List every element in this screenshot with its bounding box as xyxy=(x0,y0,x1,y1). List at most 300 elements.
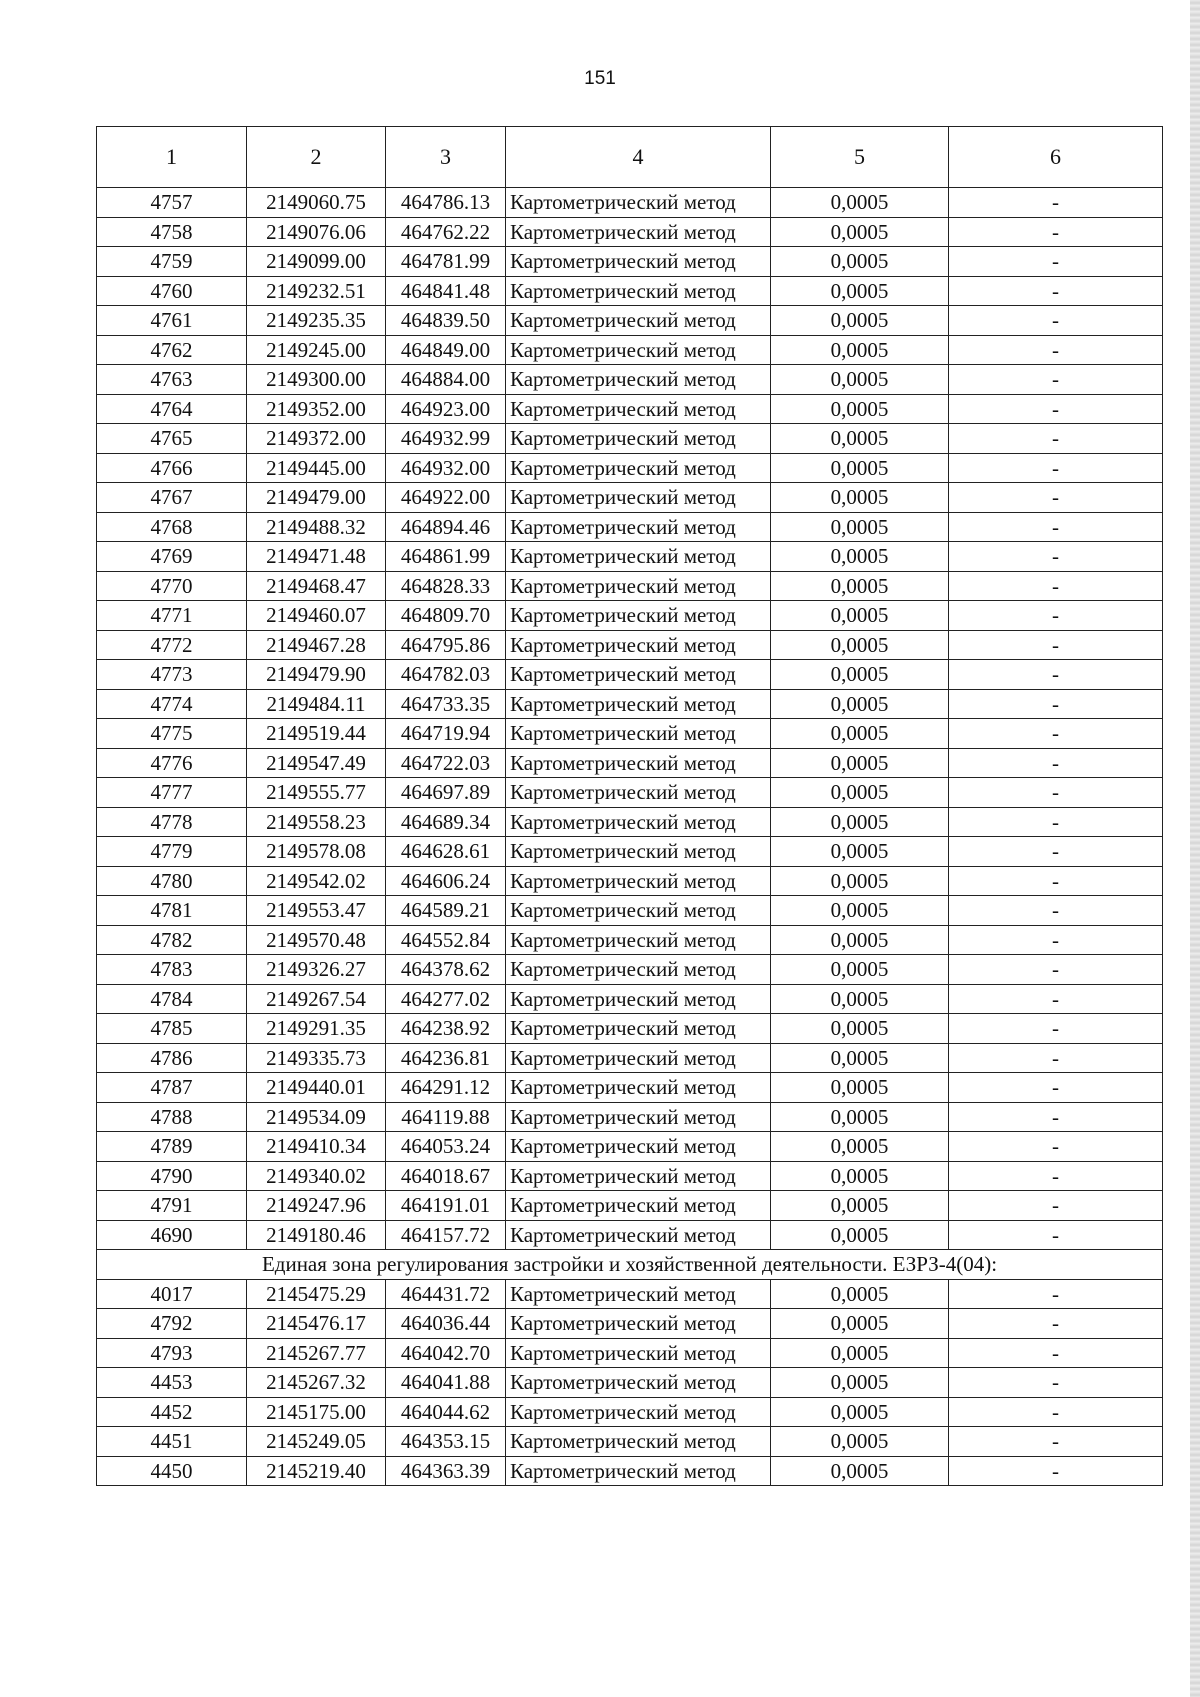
coordinate-x-cell: 2149410.34 xyxy=(247,1132,386,1162)
note-cell: - xyxy=(949,1102,1163,1132)
coordinate-x-cell: 2149445.00 xyxy=(247,453,386,483)
coordinate-y-cell: 464291.12 xyxy=(386,1073,506,1103)
point-number-cell: 4783 xyxy=(97,955,247,985)
point-number-cell: 4788 xyxy=(97,1102,247,1132)
note-cell: - xyxy=(949,306,1163,336)
note-cell: - xyxy=(949,925,1163,955)
note-cell: - xyxy=(949,1427,1163,1457)
point-number-cell: 4453 xyxy=(97,1368,247,1398)
method-cell: Картометрический метод xyxy=(506,1161,771,1191)
table-row xyxy=(97,247,1163,277)
point-number-cell: 4769 xyxy=(97,542,247,572)
point-number-cell: 4762 xyxy=(97,335,247,365)
coordinate-y-cell: 464628.61 xyxy=(386,837,506,867)
method-cell: Картометрический метод xyxy=(506,719,771,749)
table-row xyxy=(97,1073,1163,1103)
coordinate-y-cell: 464762.22 xyxy=(386,217,506,247)
accuracy-cell: 0,0005 xyxy=(771,247,949,277)
coordinate-y-cell: 464238.92 xyxy=(386,1014,506,1044)
coordinate-x-cell: 2145219.40 xyxy=(247,1456,386,1486)
point-number-cell: 4789 xyxy=(97,1132,247,1162)
point-number-cell: 4782 xyxy=(97,925,247,955)
page-number: 151 xyxy=(584,68,616,89)
coordinate-x-cell: 2149372.00 xyxy=(247,424,386,454)
method-cell: Картометрический метод xyxy=(506,601,771,631)
table-row xyxy=(97,1368,1163,1398)
coordinates-table xyxy=(96,126,1163,1486)
table-row xyxy=(97,1309,1163,1339)
coordinate-y-cell: 464722.03 xyxy=(386,748,506,778)
method-cell: Картометрический метод xyxy=(506,925,771,955)
accuracy-cell: 0,0005 xyxy=(771,1102,949,1132)
column-header: 1 xyxy=(97,127,247,188)
note-cell: - xyxy=(949,335,1163,365)
note-cell: - xyxy=(949,896,1163,926)
coordinate-y-cell: 464353.15 xyxy=(386,1427,506,1457)
method-cell: Картометрический метод xyxy=(506,1220,771,1250)
accuracy-cell: 0,0005 xyxy=(771,571,949,601)
table-row xyxy=(97,1338,1163,1368)
coordinate-x-cell: 2145249.05 xyxy=(247,1427,386,1457)
method-cell: Картометрический метод xyxy=(506,571,771,601)
table-row xyxy=(97,925,1163,955)
accuracy-cell: 0,0005 xyxy=(771,984,949,1014)
note-cell: - xyxy=(949,217,1163,247)
accuracy-cell: 0,0005 xyxy=(771,955,949,985)
table-row xyxy=(97,1161,1163,1191)
point-number-cell: 4774 xyxy=(97,689,247,719)
coordinate-x-cell: 2149300.00 xyxy=(247,365,386,395)
accuracy-cell: 0,0005 xyxy=(771,1073,949,1103)
method-cell: Картометрический метод xyxy=(506,955,771,985)
coordinate-x-cell: 2149340.02 xyxy=(247,1161,386,1191)
point-number-cell: 4784 xyxy=(97,984,247,1014)
method-cell: Картометрический метод xyxy=(506,837,771,867)
coordinate-y-cell: 464809.70 xyxy=(386,601,506,631)
method-cell: Картометрический метод xyxy=(506,984,771,1014)
accuracy-cell: 0,0005 xyxy=(771,807,949,837)
method-cell: Картометрический метод xyxy=(506,1014,771,1044)
coordinate-y-cell: 464932.00 xyxy=(386,453,506,483)
accuracy-cell: 0,0005 xyxy=(771,630,949,660)
method-cell: Картометрический метод xyxy=(506,689,771,719)
accuracy-cell: 0,0005 xyxy=(771,1427,949,1457)
point-number-cell: 4793 xyxy=(97,1338,247,1368)
coordinate-x-cell: 2149099.00 xyxy=(247,247,386,277)
coordinate-y-cell: 464236.81 xyxy=(386,1043,506,1073)
method-cell: Картометрический метод xyxy=(506,778,771,808)
note-cell: - xyxy=(949,1279,1163,1309)
coordinate-y-cell: 464119.88 xyxy=(386,1102,506,1132)
coordinate-y-cell: 464733.35 xyxy=(386,689,506,719)
table-row xyxy=(97,512,1163,542)
point-number-cell: 4775 xyxy=(97,719,247,749)
table-row xyxy=(97,306,1163,336)
note-cell: - xyxy=(949,984,1163,1014)
accuracy-cell: 0,0005 xyxy=(771,188,949,218)
point-number-cell: 4452 xyxy=(97,1397,247,1427)
coordinate-x-cell: 2149468.47 xyxy=(247,571,386,601)
point-number-cell: 4790 xyxy=(97,1161,247,1191)
accuracy-cell: 0,0005 xyxy=(771,394,949,424)
method-cell: Картометрический метод xyxy=(506,866,771,896)
note-cell: - xyxy=(949,955,1163,985)
point-number-cell: 4768 xyxy=(97,512,247,542)
note-cell: - xyxy=(949,630,1163,660)
coordinate-x-cell: 2149484.11 xyxy=(247,689,386,719)
accuracy-cell: 0,0005 xyxy=(771,512,949,542)
accuracy-cell: 0,0005 xyxy=(771,748,949,778)
note-cell: - xyxy=(949,1073,1163,1103)
note-cell: - xyxy=(949,719,1163,749)
accuracy-cell: 0,0005 xyxy=(771,483,949,513)
note-cell: - xyxy=(949,1368,1163,1398)
point-number-cell: 4450 xyxy=(97,1456,247,1486)
point-number-cell: 4773 xyxy=(97,660,247,690)
coordinate-x-cell: 2149267.54 xyxy=(247,984,386,1014)
coordinate-y-cell: 464782.03 xyxy=(386,660,506,690)
coordinate-x-cell: 2149326.27 xyxy=(247,955,386,985)
table-row xyxy=(97,778,1163,808)
coordinate-y-cell: 464431.72 xyxy=(386,1279,506,1309)
coordinate-y-cell: 464884.00 xyxy=(386,365,506,395)
point-number-cell: 4771 xyxy=(97,601,247,631)
point-number-cell: 4766 xyxy=(97,453,247,483)
note-cell: - xyxy=(949,1132,1163,1162)
coordinate-x-cell: 2149467.28 xyxy=(247,630,386,660)
table-row xyxy=(97,719,1163,749)
method-cell: Картометрический метод xyxy=(506,1073,771,1103)
table-row xyxy=(97,335,1163,365)
coordinate-x-cell: 2145475.29 xyxy=(247,1279,386,1309)
coordinate-x-cell: 2149235.35 xyxy=(247,306,386,336)
accuracy-cell: 0,0005 xyxy=(771,1043,949,1073)
point-number-cell: 4781 xyxy=(97,896,247,926)
coordinate-x-cell: 2149247.96 xyxy=(247,1191,386,1221)
point-number-cell: 4017 xyxy=(97,1279,247,1309)
coordinate-y-cell: 464552.84 xyxy=(386,925,506,955)
note-cell: - xyxy=(949,571,1163,601)
accuracy-cell: 0,0005 xyxy=(771,1368,949,1398)
note-cell: - xyxy=(949,748,1163,778)
note-cell: - xyxy=(949,247,1163,277)
accuracy-cell: 0,0005 xyxy=(771,424,949,454)
coordinate-x-cell: 2149558.23 xyxy=(247,807,386,837)
coordinate-y-cell: 464697.89 xyxy=(386,778,506,808)
section-row xyxy=(97,1250,1163,1280)
note-cell: - xyxy=(949,276,1163,306)
table-row xyxy=(97,483,1163,513)
point-number-cell: 4767 xyxy=(97,483,247,513)
accuracy-cell: 0,0005 xyxy=(771,1220,949,1250)
coordinate-x-cell: 2149291.35 xyxy=(247,1014,386,1044)
coordinate-y-cell: 464044.62 xyxy=(386,1397,506,1427)
point-number-cell: 4761 xyxy=(97,306,247,336)
coordinate-y-cell: 464786.13 xyxy=(386,188,506,218)
column-header: 2 xyxy=(247,127,386,188)
table-row xyxy=(97,424,1163,454)
point-number-cell: 4763 xyxy=(97,365,247,395)
table-row xyxy=(97,571,1163,601)
coordinate-x-cell: 2149479.00 xyxy=(247,483,386,513)
note-cell: - xyxy=(949,1191,1163,1221)
note-cell: - xyxy=(949,1220,1163,1250)
method-cell: Картометрический метод xyxy=(506,483,771,513)
point-number-cell: 4787 xyxy=(97,1073,247,1103)
table-row xyxy=(97,601,1163,631)
method-cell: Картометрический метод xyxy=(506,748,771,778)
method-cell: Картометрический метод xyxy=(506,542,771,572)
coordinate-x-cell: 2149440.01 xyxy=(247,1073,386,1103)
method-cell: Картометрический метод xyxy=(506,1279,771,1309)
coordinate-y-cell: 464042.70 xyxy=(386,1338,506,1368)
column-header: 4 xyxy=(506,127,771,188)
accuracy-cell: 0,0005 xyxy=(771,1014,949,1044)
section-title: Единая зона регулирования застройки и хозяйственной деятельности. ЕЗРЗ-4(04): xyxy=(97,1250,1163,1280)
point-number-cell: 4765 xyxy=(97,424,247,454)
method-cell: Картометрический метод xyxy=(506,1191,771,1221)
method-cell: Картометрический метод xyxy=(506,1132,771,1162)
coordinate-x-cell: 2149352.00 xyxy=(247,394,386,424)
point-number-cell: 4760 xyxy=(97,276,247,306)
coordinate-y-cell: 464828.33 xyxy=(386,571,506,601)
method-cell: Картометрический метод xyxy=(506,276,771,306)
method-cell: Картометрический метод xyxy=(506,660,771,690)
method-cell: Картометрический метод xyxy=(506,1102,771,1132)
accuracy-cell: 0,0005 xyxy=(771,1309,949,1339)
accuracy-cell: 0,0005 xyxy=(771,453,949,483)
coordinate-y-cell: 464053.24 xyxy=(386,1132,506,1162)
note-cell: - xyxy=(949,1014,1163,1044)
note-cell: - xyxy=(949,837,1163,867)
coordinate-y-cell: 464922.00 xyxy=(386,483,506,513)
accuracy-cell: 0,0005 xyxy=(771,217,949,247)
method-cell: Картометрический метод xyxy=(506,630,771,660)
table-row xyxy=(97,365,1163,395)
table-row xyxy=(97,748,1163,778)
coordinate-x-cell: 2149578.08 xyxy=(247,837,386,867)
note-cell: - xyxy=(949,778,1163,808)
table-row xyxy=(97,1279,1163,1309)
table-row xyxy=(97,1043,1163,1073)
coordinate-y-cell: 464041.88 xyxy=(386,1368,506,1398)
accuracy-cell: 0,0005 xyxy=(771,601,949,631)
coordinate-x-cell: 2149180.46 xyxy=(247,1220,386,1250)
table-row xyxy=(97,542,1163,572)
coordinate-y-cell: 464781.99 xyxy=(386,247,506,277)
method-cell: Картометрический метод xyxy=(506,453,771,483)
table-row xyxy=(97,1456,1163,1486)
accuracy-cell: 0,0005 xyxy=(771,866,949,896)
accuracy-cell: 0,0005 xyxy=(771,719,949,749)
note-cell: - xyxy=(949,188,1163,218)
point-number-cell: 4776 xyxy=(97,748,247,778)
column-header: 3 xyxy=(386,127,506,188)
coordinate-x-cell: 2149076.06 xyxy=(247,217,386,247)
method-cell: Картометрический метод xyxy=(506,188,771,218)
note-cell: - xyxy=(949,1338,1163,1368)
table-row xyxy=(97,217,1163,247)
note-cell: - xyxy=(949,1397,1163,1427)
coordinate-x-cell: 2149245.00 xyxy=(247,335,386,365)
coordinate-x-cell: 2149232.51 xyxy=(247,276,386,306)
accuracy-cell: 0,0005 xyxy=(771,837,949,867)
note-cell: - xyxy=(949,866,1163,896)
point-number-cell: 4764 xyxy=(97,394,247,424)
accuracy-cell: 0,0005 xyxy=(771,365,949,395)
table-body xyxy=(97,188,1163,1486)
column-header: 6 xyxy=(949,127,1163,188)
method-cell: Картометрический метод xyxy=(506,1043,771,1073)
table-row xyxy=(97,394,1163,424)
accuracy-cell: 0,0005 xyxy=(771,1397,949,1427)
coordinate-x-cell: 2149479.90 xyxy=(247,660,386,690)
accuracy-cell: 0,0005 xyxy=(771,1132,949,1162)
accuracy-cell: 0,0005 xyxy=(771,542,949,572)
table-row xyxy=(97,1102,1163,1132)
method-cell: Картометрический метод xyxy=(506,1456,771,1486)
coordinate-x-cell: 2149471.48 xyxy=(247,542,386,572)
note-cell: - xyxy=(949,453,1163,483)
coordinate-x-cell: 2149553.47 xyxy=(247,896,386,926)
point-number-cell: 4757 xyxy=(97,188,247,218)
note-cell: - xyxy=(949,1043,1163,1073)
table-row xyxy=(97,689,1163,719)
coordinate-y-cell: 464191.01 xyxy=(386,1191,506,1221)
coordinate-x-cell: 2149460.07 xyxy=(247,601,386,631)
point-number-cell: 4690 xyxy=(97,1220,247,1250)
point-number-cell: 4770 xyxy=(97,571,247,601)
method-cell: Картометрический метод xyxy=(506,1338,771,1368)
table-row xyxy=(97,188,1163,218)
method-cell: Картометрический метод xyxy=(506,247,771,277)
coordinate-x-cell: 2145267.32 xyxy=(247,1368,386,1398)
point-number-cell: 4772 xyxy=(97,630,247,660)
accuracy-cell: 0,0005 xyxy=(771,925,949,955)
note-cell: - xyxy=(949,660,1163,690)
method-cell: Картометрический метод xyxy=(506,1368,771,1398)
coordinate-y-cell: 464157.72 xyxy=(386,1220,506,1250)
coordinate-y-cell: 464277.02 xyxy=(386,984,506,1014)
coordinate-x-cell: 2149488.32 xyxy=(247,512,386,542)
table-row xyxy=(97,1191,1163,1221)
method-cell: Картометрический метод xyxy=(506,896,771,926)
table-row xyxy=(97,1132,1163,1162)
method-cell: Картометрический метод xyxy=(506,1427,771,1457)
accuracy-cell: 0,0005 xyxy=(771,1456,949,1486)
coordinate-x-cell: 2149335.73 xyxy=(247,1043,386,1073)
coordinate-y-cell: 464839.50 xyxy=(386,306,506,336)
coordinate-y-cell: 464861.99 xyxy=(386,542,506,572)
accuracy-cell: 0,0005 xyxy=(771,778,949,808)
point-number-cell: 4759 xyxy=(97,247,247,277)
accuracy-cell: 0,0005 xyxy=(771,1338,949,1368)
coordinate-y-cell: 464589.21 xyxy=(386,896,506,926)
method-cell: Картометрический метод xyxy=(506,217,771,247)
accuracy-cell: 0,0005 xyxy=(771,660,949,690)
coordinate-y-cell: 464841.48 xyxy=(386,276,506,306)
point-number-cell: 4779 xyxy=(97,837,247,867)
table-row xyxy=(97,984,1163,1014)
coordinate-y-cell: 464894.46 xyxy=(386,512,506,542)
note-cell: - xyxy=(949,1309,1163,1339)
accuracy-cell: 0,0005 xyxy=(771,1279,949,1309)
point-number-cell: 4778 xyxy=(97,807,247,837)
table-header-row xyxy=(97,127,1163,188)
coordinate-x-cell: 2149555.77 xyxy=(247,778,386,808)
accuracy-cell: 0,0005 xyxy=(771,306,949,336)
point-number-cell: 4758 xyxy=(97,217,247,247)
note-cell: - xyxy=(949,365,1163,395)
table-row xyxy=(97,453,1163,483)
point-number-cell: 4792 xyxy=(97,1309,247,1339)
coordinate-y-cell: 464849.00 xyxy=(386,335,506,365)
note-cell: - xyxy=(949,512,1163,542)
coordinate-y-cell: 464719.94 xyxy=(386,719,506,749)
table-row xyxy=(97,1397,1163,1427)
method-cell: Картометрический метод xyxy=(506,365,771,395)
coordinate-y-cell: 464932.99 xyxy=(386,424,506,454)
method-cell: Картометрический метод xyxy=(506,394,771,424)
coordinate-y-cell: 464795.86 xyxy=(386,630,506,660)
method-cell: Картометрический метод xyxy=(506,512,771,542)
note-cell: - xyxy=(949,689,1163,719)
method-cell: Картометрический метод xyxy=(506,335,771,365)
scan-edge xyxy=(1190,0,1200,1697)
accuracy-cell: 0,0005 xyxy=(771,276,949,306)
coordinate-x-cell: 2149534.09 xyxy=(247,1102,386,1132)
coordinate-y-cell: 464036.44 xyxy=(386,1309,506,1339)
note-cell: - xyxy=(949,1161,1163,1191)
coordinate-y-cell: 464378.62 xyxy=(386,955,506,985)
method-cell: Картометрический метод xyxy=(506,306,771,336)
coordinate-x-cell: 2145267.77 xyxy=(247,1338,386,1368)
method-cell: Картометрический метод xyxy=(506,1309,771,1339)
table-row xyxy=(97,955,1163,985)
point-number-cell: 4777 xyxy=(97,778,247,808)
coordinate-y-cell: 464689.34 xyxy=(386,807,506,837)
accuracy-cell: 0,0005 xyxy=(771,1161,949,1191)
table-row xyxy=(97,1220,1163,1250)
coordinate-y-cell: 464363.39 xyxy=(386,1456,506,1486)
table-row xyxy=(97,630,1163,660)
method-cell: Картометрический метод xyxy=(506,1397,771,1427)
accuracy-cell: 0,0005 xyxy=(771,335,949,365)
table-row xyxy=(97,837,1163,867)
point-number-cell: 4786 xyxy=(97,1043,247,1073)
accuracy-cell: 0,0005 xyxy=(771,1191,949,1221)
point-number-cell: 4780 xyxy=(97,866,247,896)
method-cell: Картометрический метод xyxy=(506,807,771,837)
note-cell: - xyxy=(949,483,1163,513)
coordinate-x-cell: 2149547.49 xyxy=(247,748,386,778)
table-row xyxy=(97,276,1163,306)
point-number-cell: 4451 xyxy=(97,1427,247,1457)
note-cell: - xyxy=(949,1456,1163,1486)
table-row xyxy=(97,866,1163,896)
note-cell: - xyxy=(949,542,1163,572)
coordinate-x-cell: 2149570.48 xyxy=(247,925,386,955)
note-cell: - xyxy=(949,424,1163,454)
column-header: 5 xyxy=(771,127,949,188)
coordinate-x-cell: 2149542.02 xyxy=(247,866,386,896)
note-cell: - xyxy=(949,807,1163,837)
accuracy-cell: 0,0005 xyxy=(771,689,949,719)
coordinate-y-cell: 464018.67 xyxy=(386,1161,506,1191)
note-cell: - xyxy=(949,394,1163,424)
coordinate-x-cell: 2145175.00 xyxy=(247,1397,386,1427)
table-row xyxy=(97,896,1163,926)
